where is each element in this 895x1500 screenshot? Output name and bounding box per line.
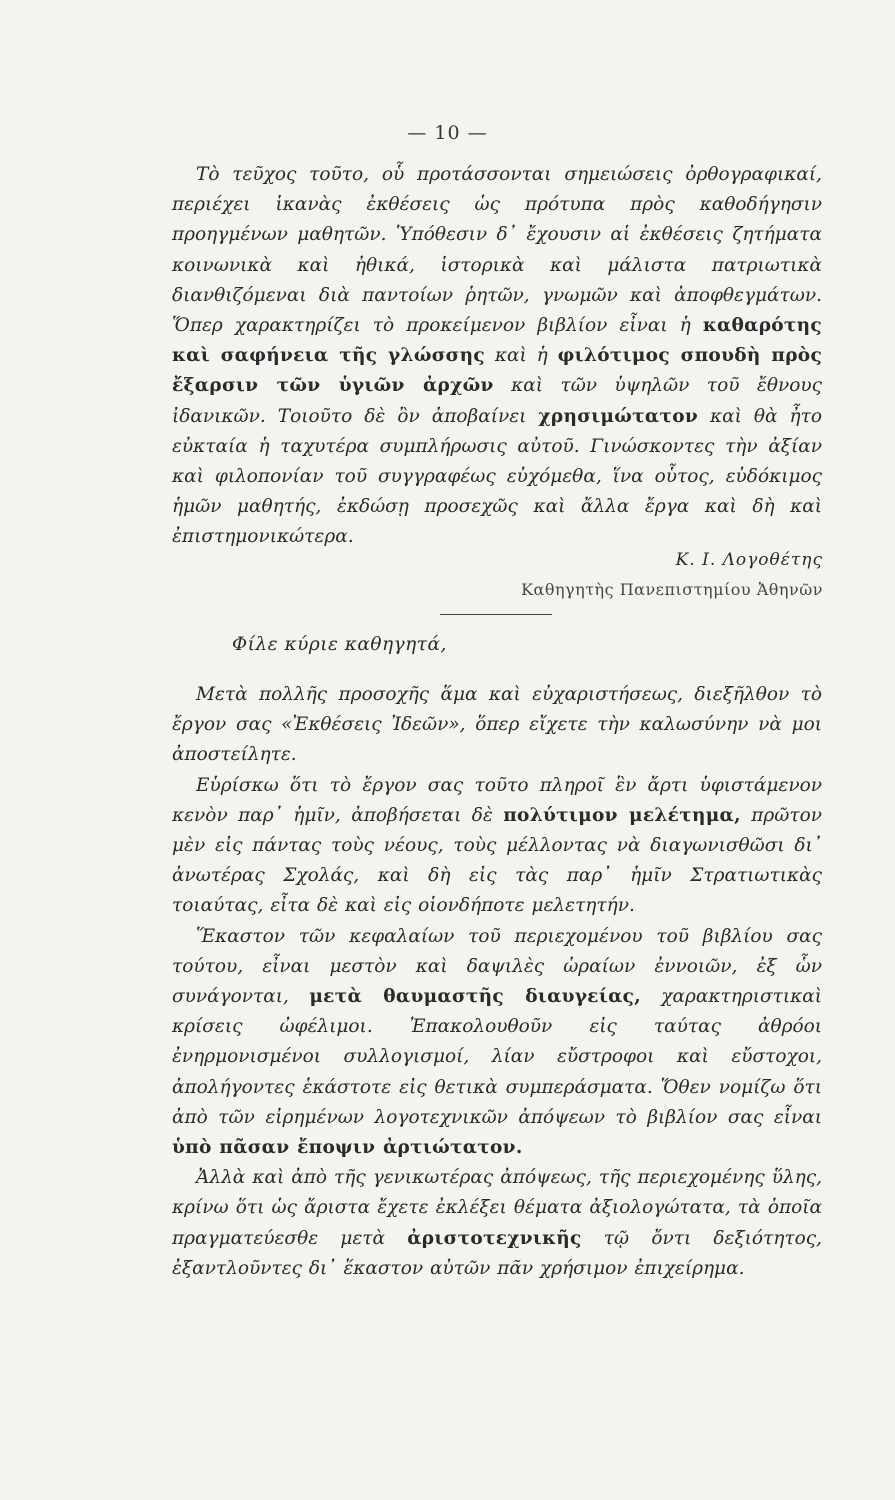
letter-paragraph-4	[172, 1163, 822, 1284]
letter-salutation: Φίλε κύριε καθηγητά,	[232, 634, 447, 655]
letter-p2-bold-1: πολύτιμον μελέτημα,	[503, 804, 741, 826]
preface-bold-3: χρησιμώτατον	[538, 405, 698, 427]
letter-p2-text-1: Εὑρίσκω ὅτι τὸ ἔργον σας τοῦτο πληροῖ ἓν ἄρτι ὑφιστάμενον κενὸν παρ᾿ ἡμῖν, ἀποβήσεται δὲ	[172, 774, 822, 826]
preface-bold-1: καθαρότης καὶ σαφήνεια τῆς γλώσσης	[172, 315, 822, 367]
letter-p2-text-2: πρῶτον μὲν εἰς πάντας τοὺς νέους, τοὺς μέλλοντας νὰ διαγωνισθῶσι δι᾿ ἀνωτέρας Σχολάς, καὶ δὴ εἰς τὰς παρ᾿ ἡμῖν Στρατιωτικὰς τοιαύτας, εἶτα δὲ καὶ εἰς οἱονδήποτε μελετητήν.	[172, 804, 822, 917]
letter-paragraph-3	[172, 922, 822, 1164]
preface-text	[172, 160, 822, 553]
letter-p3-bold-2: ὑπὸ πᾶσαν ἔποψιν ἀρτιώτατον.	[172, 1137, 523, 1159]
preface-paragraph	[172, 160, 822, 553]
letter-paragraph-2	[172, 771, 822, 922]
preface-text-4: καὶ θὰ ἦτο εὐκταία ἡ ταχυτέρα συμπλήρωσις αὐτοῦ. Γινώσκοντες τὴν ἀξίαν καὶ φιλοπονίαν τοῦ συγγραφέως εὐχόμεθα, ἵνα οὗτος, εὐδόκιμος ἡμῶν μαθητής, ἐκδώσῃ προσεχῶς καὶ ἄλλα ἔργα καὶ δὴ καὶ ἐπιστημονικώτερα.	[172, 405, 822, 548]
letter-p4-bold-1: ἀριστοτεχνικῆς	[407, 1227, 582, 1249]
preface-text-2: καὶ ἡ	[484, 345, 558, 367]
letter-p3-text-2: χαρακτηριστικαὶ κρίσεις ὠφέλιμοι. Ἐπακολουθοῦν εἰς ταύτας ἀθρόοι ἐνηρμονισμένοι συλλογισμοί, λίαν εὔστροφοι καὶ εὔστοχοι, ἀπολήγοντες ἑκάστοτε εἰς θετικὰ συμπεράσματα. Ὅθεν νομίζω ὅτι ἀπὸ τῶν εἰρημένων λογοτεχνικῶν ἀπόψεων τὸ βιβλίον σας εἶναι	[172, 986, 822, 1128]
letter-p3-text-1: Ἕκαστον τῶν κεφαλαίων τοῦ περιεχομένου τοῦ βιβλίου σας τούτου, εἶναι μεστὸν καὶ δαψιλὲς ὡραίων ἐννοιῶν, ἐξ ὧν συνάγονται,	[172, 925, 822, 1008]
letter-p4-text-2: τῷ ὄντι δεξιότητος, ἐξαντλοῦντες δι᾿ ἕκαστον αὐτῶν πᾶν χρήσιμον ἐπιχείρημα.	[172, 1227, 822, 1279]
preface-bold-2: φιλότιμος σπουδὴ πρὸς ἔξαρσιν τῶν ὑγιῶν ἀρχῶν	[172, 345, 823, 397]
page-number: — 10 —	[407, 122, 488, 144]
letter-body	[172, 680, 822, 1284]
preface-text-3: καὶ τῶν ὑψηλῶν τοῦ ἔθνους ἰδανικῶν. Τοιοῦτο δὲ ὂν ἀποβαίνει	[172, 375, 822, 427]
signature-title: Καθηγητὴς Πανεπιστημίου Ἀθηνῶν	[521, 580, 823, 599]
letter-paragraph-1: Μετὰ πολλῆς προσοχῆς ἅμα καὶ εὐχαριστήσεως, διεξῆλθον τὸ ἔργον σας «Ἐκθέσεις Ἰδεῶν», ὅπερ εἴχετε τὴν καλωσύνην νὰ μοι ἀποστείλητε.	[172, 684, 822, 766]
letter-p4-text-1: Ἀλλὰ καὶ ἀπὸ τῆς γενικωτέρας ἀπόψεως, τῆς περιεχομένης ὕλης, κρίνω ὅτι ὡς ἄριστα ἔχετε ἐκλέξει θέματα ἀξιολογώτατα, τὰ ὁποῖα πραγματεύεσθε μετὰ	[172, 1167, 822, 1249]
preface-text-1: Τὸ τεῦχος τοῦτο, οὗ προτάσσονται σημειώσεις ὀρθογραφικαί, περιέχει ἱκανὰς ἐκθέσεις ὡς πρότυπα πρὸς καθοδήγησιν προηγμένων μαθητῶν. Ὑπόθεσιν δ᾿ ἔχουσιν αἱ ἐκθέσεις ζητήματα κοινωνικὰ καὶ ἠθικά, ἱστορικὰ καὶ μάλιστα πατριωτικὰ διανθιζόμεναι διὰ παντοίων ῥητῶν, γνωμῶν καὶ ἀποφθεγμάτων. Ὅπερ χαρακτηρίζει τὸ προκείμενον βιβλίον εἶναι ἡ	[172, 164, 822, 337]
letter-p3-bold-1: μετὰ θαυμαστῆς διαυγείας,	[309, 986, 641, 1008]
signature-name: Κ. Ι. Λογοθέτης	[675, 550, 823, 570]
section-divider	[440, 614, 552, 615]
